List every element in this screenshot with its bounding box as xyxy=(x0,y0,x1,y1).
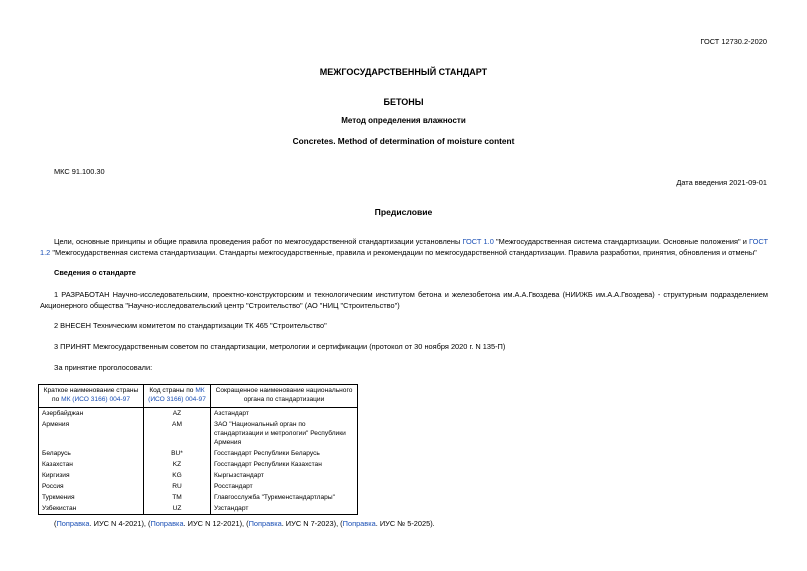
table-row xyxy=(39,408,358,420)
item-introduced: 2 ВНЕСЕН Техническим комитетом по стандартизации ТК 465 "Строительство" xyxy=(54,321,327,330)
amendment-link-3[interactable]: Поправка xyxy=(248,519,282,528)
subtitle-en: Concretes. Method of determination of moisture content xyxy=(292,136,515,146)
info-heading: Сведения о стандарте xyxy=(54,268,136,277)
body-cell: Госстандарт Республики Беларусь xyxy=(211,448,358,459)
standard-name: БЕТОНЫ xyxy=(383,97,424,107)
voting-states-table xyxy=(38,384,358,515)
code-cell: KG xyxy=(144,470,211,481)
table-row xyxy=(39,419,358,448)
body-cell: Росстандарт xyxy=(211,481,358,492)
mk-link[interactable]: МК xyxy=(195,387,205,394)
code-cell: AZ xyxy=(144,408,211,420)
table-row xyxy=(39,470,358,481)
amendment-link-1[interactable]: Поправка xyxy=(56,519,90,528)
standard-type: МЕЖГОСУДАРСТВЕННЫЙ СТАНДАРТ xyxy=(319,67,488,77)
amendment-link-4[interactable]: Поправка xyxy=(342,519,376,528)
mks-code: МКС 91.100.30 xyxy=(54,167,105,176)
col-country-header: Краткое наименование страны по МК (ИСО 3166) 004-97 xyxy=(39,385,144,408)
mk-iso-link[interactable]: МК (ИСО 3166) 004-97 xyxy=(61,396,130,403)
introduction-date: Дата введения 2021-09-01 xyxy=(676,178,767,187)
country-cell: Казахстан xyxy=(39,459,144,470)
country-cell: Россия xyxy=(39,481,144,492)
body-cell: Азстандарт xyxy=(211,408,358,420)
table-row xyxy=(39,492,358,503)
country-cell: Беларусь xyxy=(39,448,144,459)
table-row xyxy=(39,448,358,459)
table-row xyxy=(39,481,358,492)
iso-link[interactable]: (ИСО 3166) 004-97 xyxy=(148,396,206,403)
country-cell: Киргизия xyxy=(39,470,144,481)
code-cell: UZ xyxy=(144,503,211,515)
body-cell: Главгосслужба "Туркменстандартлары" xyxy=(211,492,358,503)
code-cell: KZ xyxy=(144,459,211,470)
body-cell: ЗАО "Национальный орган по стандартизации и метрологии" Республики Армения xyxy=(211,419,358,448)
country-cell: Азербайджан xyxy=(39,408,144,420)
code-cell: AM xyxy=(144,419,211,448)
table-header-row xyxy=(39,385,358,408)
code-cell: RU xyxy=(144,481,211,492)
country-cell: Туркмения xyxy=(39,492,144,503)
foreword-paragraph: Цели, основные принципы и общие правила проведения работ по межгосударственной стандартизации установлены ГОСТ 1.0 "Межгосударственная система стандартизации. Основные положения" и ГОСТ 1.2 "Межгосударственная система стандартизации. Стандарты межгосударственные, правила и рекомендации по межгосударственной стандартизации. Правила разработки, принятия, обновления и отмены" xyxy=(40,237,768,257)
table-row xyxy=(39,459,358,470)
body-cell: Кыргызстандарт xyxy=(211,470,358,481)
item-adopted: 3 ПРИНЯТ Межгосударственным советом по стандартизации, метрологии и сертификации (протокол от 30 ноября 2020 г. N 135-П) xyxy=(54,342,506,351)
col-body-header: Сокращенное наименование национального органа по стандартизации xyxy=(211,385,358,408)
gost-1-2-link[interactable]: ГОСТ 1.2 xyxy=(40,237,768,257)
voted-label: За принятие проголосовали: xyxy=(54,363,153,372)
col-code-header: Код страны по МК (ИСО 3166) 004-97 xyxy=(144,385,211,408)
document-number: ГОСТ 12730.2-2020 xyxy=(700,37,767,46)
body-cell: Узстандарт xyxy=(211,503,358,515)
country-cell: Армения xyxy=(39,419,144,448)
code-cell: TM xyxy=(144,492,211,503)
amendment-link-2[interactable]: Поправка xyxy=(150,519,184,528)
body-cell: Госстандарт Республики Казахстан xyxy=(211,459,358,470)
country-cell: Узбекистан xyxy=(39,503,144,515)
foreword-heading: Предисловие xyxy=(374,207,433,217)
amendments-line: (Поправка. ИУС N 4-2021), (Поправка. ИУС N 12-2021), (Поправка. ИУС N 7-2023), (Поправка. ИУС № 5-2025). xyxy=(54,519,435,528)
gost-1-0-link[interactable]: ГОСТ 1.0 xyxy=(462,237,494,246)
subtitle-ru: Метод определения влажности xyxy=(341,116,466,125)
code-cell: BU* xyxy=(144,448,211,459)
item-developed: 1 РАЗРАБОТАН Научно-исследовательским, проектно-конструкторским и технологическим институтом бетона и железобетона им.А.А.Гвоздева (НИИЖБ им.А.А.Гвоздева) - структурным подразделением Акционерного общества "Научно-исследовательский центр "Строительство" (АО "НИЦ "Строительство") xyxy=(40,290,768,310)
table-row xyxy=(39,503,358,515)
